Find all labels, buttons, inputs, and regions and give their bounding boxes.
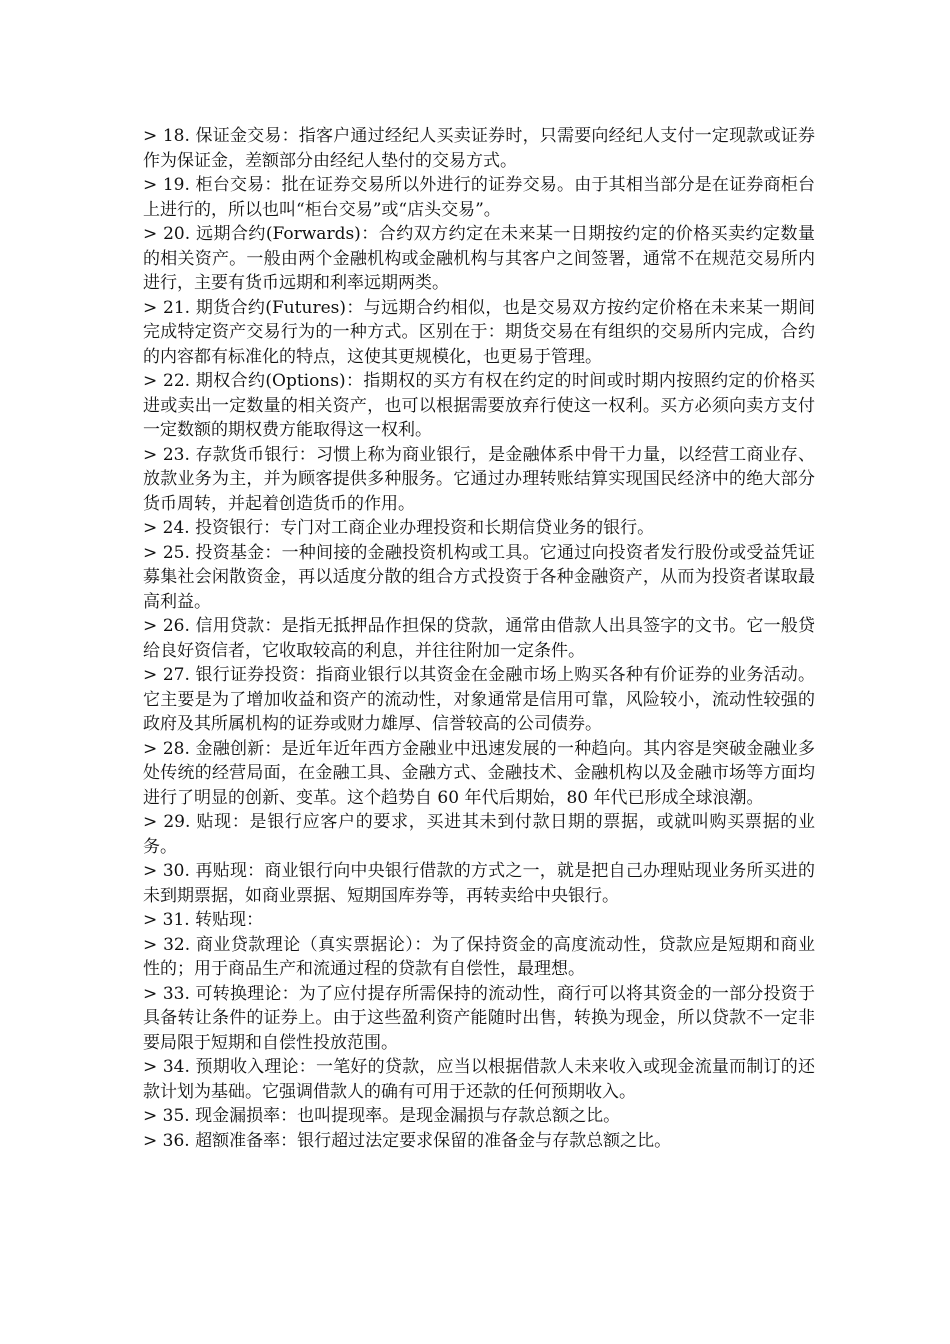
glossary-entry-32: > 32. 商业贷款理论（真实票据论）：为了保持资金的高度流动性，贷款应是短期和商业性的；用于商品生产和流通过程的贷款有自偿性，最理想。 bbox=[143, 934, 815, 979]
glossary-entry-24: > 24. 投资银行：专门对工商企业办理投资和长期信贷业务的银行。 bbox=[143, 518, 655, 538]
glossary-entry-23: > 23. 存款货币银行：习惯上称为商业银行，是金融体系中骨干力量，以经营工商业存、放款业务为主，并为顾客提供多种服务。它通过办理转账结算实现国民经济中的绝大部分货币周转，并起着创造货币的作用。 bbox=[143, 444, 815, 514]
glossary-entry-18: > 18. 保证金交易：指客户通过经纪人买卖证券时，只需要向经纪人支付一定现款或证券作为保证金，差额部分由经纪人垫付的交易方式。 bbox=[143, 126, 815, 171]
glossary-entry-30: > 30. 再贴现：商业银行向中央银行借款的方式之一，就是把自己办理贴现业务所买进的未到期票据，如商业票据、短期国库券等，再转卖给中央银行。 bbox=[143, 861, 815, 906]
glossary-entry-34: > 34. 预期收入理论：一笔好的贷款，应当以根据借款人未来收入或现金流量而制订的还款计划为基础。它强调借款人的确有可用于还款的任何预期收入。 bbox=[143, 1057, 815, 1102]
glossary-entry-28: > 28. 金融创新：是近年近年西方金融业中迅速发展的一种趋向。其内容是突破金融业多处传统的经营局面，在金融工具、金融方式、金融技术、金融机构以及金融市场等方面均进行了明显的创新、变革。这个趋势自 60 年代后期始，80 年代已形成全球浪潮。 bbox=[143, 738, 815, 808]
glossary-entry-21: > 21. 期货合约(Futures)：与远期合约相似，也是交易双方按约定价格在未来某一期间完成特定资产交易行为的一种方式。区别在于：期货交易在有组织的交易所内完成，合约的内容都有标准化的特点，这使其更规模化，也更易于管理。 bbox=[143, 297, 815, 367]
glossary-entry-31: > 31. 转贴现： bbox=[143, 910, 264, 930]
glossary-entry-19: > 19. 柜台交易：批在证券交易所以外进行的证券交易。由于其相当部分是在证券商柜台上进行的，所以也叫“柜台交易”或“店头交易”。 bbox=[143, 175, 815, 220]
glossary-entry-35: > 35. 现金漏损率：也叫提现率。是现金漏损与存款总额之比。 bbox=[143, 1106, 621, 1126]
glossary-entry-22: > 22. 期权合约(Options)：指期权的买方有权在约定的时间或时期内按照约定的价格买进或卖出一定数量的相关资产，也可以根据需要放弃行使这一权利。买方必须向卖方支付一定数额的期权费方能取得这一权利。 bbox=[143, 371, 815, 440]
glossary-entry-20: > 20. 远期合约(Forwards)：合约双方约定在未来某一日期按约定的价格买卖约定数量的相关资产。一般由两个金融机构或金融机构与其客户之间签署，通常不在规范交易所内进行，主要有货币远期和利率远期两类。 bbox=[143, 224, 815, 293]
glossary-entry-27: > 27. 银行证券投资：指商业银行以其资金在金融市场上购买各种有价证券的业务活动。它主要是为了增加收益和资产的流动性，对象通常是信用可靠，风险较小，流动性较强的政府及其所属机构的证券或财力雄厚、信誉较高的公司债券。 bbox=[143, 665, 815, 734]
glossary-entry-26: > 26. 信用贷款：是指无抵押品作担保的贷款，通常由借款人出具签字的文书。它一般贷给良好资信者，它收取较高的利息，并往往附加一定条件。 bbox=[143, 616, 815, 661]
glossary-entry-25: > 25. 投资基金：一种间接的金融投资机构或工具。它通过向投资者发行股份或受益凭证募集社会闲散资金，再以适度分散的组合方式投资于各种金融资产，从而为投资者谋取最高利益。 bbox=[143, 542, 815, 612]
glossary-entry-36: > 36. 超额准备率：银行超过法定要求保留的准备金与存款总额之比。 bbox=[143, 1130, 672, 1151]
glossary-entry-33: > 33. 可转换理论：为了应付提存所需保持的流动性，商行可以将其资金的一部分投资于具备转让条件的证券上。由于这些盈利资产能随时出售，转换为现金，所以贷款不一定非要局限于短期和自偿性投放范围。 bbox=[143, 983, 815, 1053]
glossary-entry-29: > 29. 贴现：是银行应客户的要求，买进其未到付款日期的票据，或就叫购买票据的业务。 bbox=[143, 812, 815, 857]
glossary-body bbox=[143, 124, 815, 1153]
